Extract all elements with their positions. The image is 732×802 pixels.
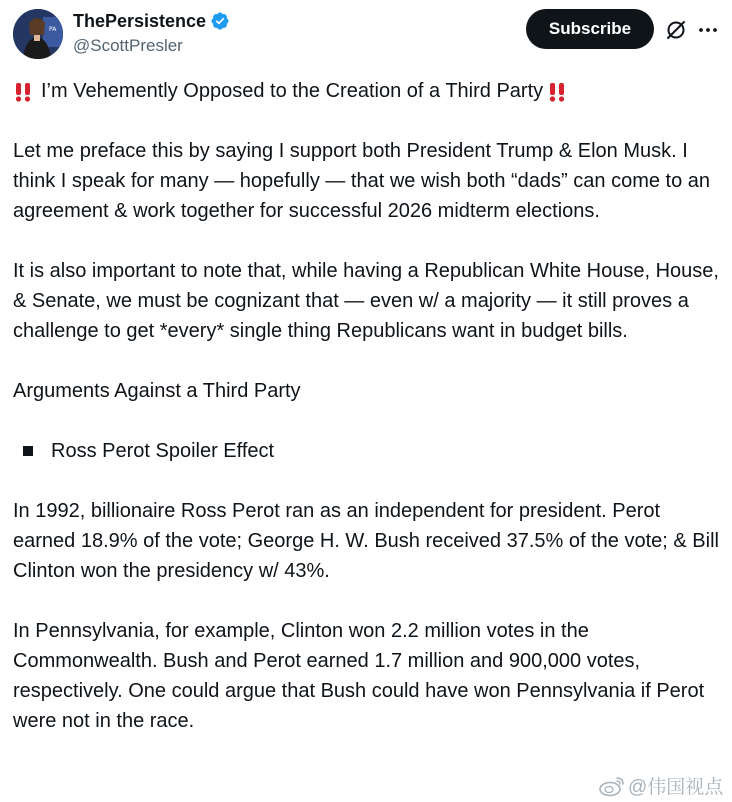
avatar[interactable] [13,9,63,59]
post-paragraph: In 1992, billionaire Ross Perot ran as an independent for president. Perot earned 18.9% of the vote; George H. W. Bush received 37.5% of the vote; & Bill Clinton won the presidency w/ 43%. [13,500,719,582]
verified-badge-icon[interactable] [210,11,230,31]
display-name[interactable]: ThePersistence [73,11,207,31]
bullet-square-icon [23,446,33,456]
bullet-item [13,436,725,466]
post-paragraph: Let me preface this by saying I support both President Trump & Elon Musk. I think I speak for many — hopefully — that we wish both “dads” can come to an agreement & work together for successful 2026 midterm elections. [13,140,711,222]
bullet-text: Ross Perot Spoiler Effect [51,440,275,462]
subscribe-button[interactable]: Subscribe [526,9,654,49]
post-title: I’m Vehemently Opposed to the Creation of a Third Party [41,80,544,102]
double-exclamation-mark-icon [13,81,35,103]
post-paragraph: In Pennsylvania, for example, Clinton won 2.2 million votes in the Commonwealth. Bush and Perot earned 1.7 million and 900,000 votes, respectively. One could argue that Bush could have won Pennsylvania if Perot were not in the race. [13,620,705,732]
weibo-icon [598,775,626,797]
watermark-text: @伟国视点 [628,777,724,798]
profile-photo-icon [13,9,63,59]
watermark [598,772,723,799]
display-name-row [73,10,230,32]
more-icon[interactable] [696,18,720,42]
post-text [13,76,725,736]
author-block [73,10,230,58]
double-exclamation-mark-icon [547,81,569,103]
post-paragraph: It is also important to note that, while having a Republican White House, House, & Senate, we must be cognizant that — even w/ a majority — it still proves a challenge to get *every* single thing Republicans want in budget bills. [13,260,719,342]
grok-icon[interactable] [664,18,688,42]
section-heading: Arguments Against a Third Party [13,380,301,402]
svg-text:PA: PA [49,26,57,33]
handle[interactable]: @ScottPresler [73,36,183,55]
post-title-line [13,76,725,106]
